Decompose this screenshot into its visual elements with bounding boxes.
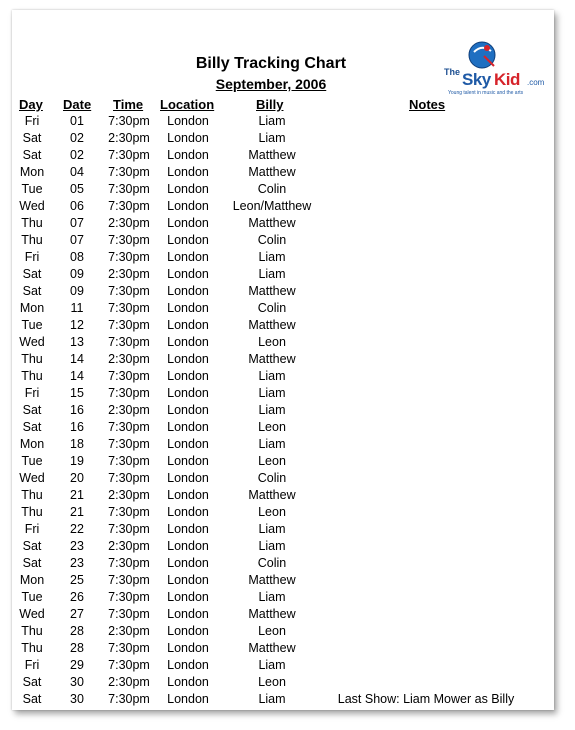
location-cell: London [167,624,209,638]
billy-cell: Colin [257,233,287,247]
date-cell: 26 [70,590,84,604]
day-cell: Mon [19,165,45,179]
day-cell: Wed [19,199,45,213]
day-cell: Fri [24,522,40,536]
date-cell: 13 [70,335,84,349]
date-cell: 28 [70,641,84,655]
day-cell: Wed [19,471,45,485]
date-cell: 07 [70,216,84,230]
date-cell: 07 [70,233,84,247]
page-subtitle: September, 2006 [215,76,327,92]
date-cell: 22 [70,522,84,536]
time-cell: 7:30pm [108,114,150,128]
billy-cell: Colin [257,182,287,196]
day-cell: Sat [22,131,42,145]
location-cell: London [167,250,209,264]
table-row [12,419,554,436]
billy-cell: Leon [258,624,286,638]
day-cell: Sat [22,539,42,553]
billy-cell: Colin [257,301,287,315]
location-cell: London [167,437,209,451]
billy-cell: Liam [258,250,286,264]
billy-cell: Matthew [248,641,296,655]
date-cell: 04 [70,165,84,179]
time-cell: 7:30pm [108,386,150,400]
time-cell: 2:30pm [108,352,150,366]
day-cell: Wed [19,335,45,349]
location-cell: London [167,658,209,672]
location-cell: London [167,148,209,162]
date-cell: 21 [70,488,84,502]
table-row [12,334,554,351]
date-cell: 14 [70,352,84,366]
location-cell: London [167,403,209,417]
logo-text-the: The [444,67,461,77]
date-cell: 09 [70,267,84,281]
time-cell: 2:30pm [108,131,150,145]
day-cell: Fri [24,386,40,400]
logo-mark-icon [464,40,504,72]
day-cell: Fri [24,114,40,128]
billy-cell: Liam [258,522,286,536]
location-cell: London [167,199,209,213]
billy-cell: Matthew [248,573,296,587]
day-cell: Mon [19,573,45,587]
day-cell: Tue [21,590,43,604]
date-cell: 23 [70,556,84,570]
logo-text-com: .com [527,78,545,87]
table-row [12,572,554,589]
billy-cell: Matthew [248,216,296,230]
logo-text-sky: Sky [462,70,491,89]
table-row [12,674,554,691]
day-cell: Sat [22,556,42,570]
time-cell: 7:30pm [108,658,150,672]
location-cell: London [167,675,209,689]
day-cell: Thu [21,488,43,502]
location-cell: London [167,352,209,366]
date-cell: 23 [70,539,84,553]
location-cell: London [167,641,209,655]
table-row [12,198,554,215]
column-header-date: Date [63,97,92,112]
day-cell: Mon [19,301,45,315]
time-cell: 7:30pm [108,556,150,570]
billy-cell: Matthew [248,148,296,162]
location-cell: London [167,607,209,621]
column-header-notes: Notes [409,97,446,112]
billy-cell: Matthew [248,488,296,502]
time-cell: 2:30pm [108,216,150,230]
day-cell: Sat [22,284,42,298]
billy-cell: Liam [258,403,286,417]
page-title: Billy Tracking Chart [195,55,347,72]
location-cell: London [167,556,209,570]
billy-cell: Liam [258,658,286,672]
billy-cell: Leon [258,454,286,468]
day-cell: Sat [22,675,42,689]
day-cell: Thu [21,505,43,519]
location-cell: London [167,386,209,400]
billy-cell: Matthew [248,284,296,298]
table-row [12,589,554,606]
table-row [12,470,554,487]
column-header-day: Day [19,97,43,112]
location-cell: London [167,216,209,230]
time-cell: 2:30pm [108,675,150,689]
time-cell: 7:30pm [108,590,150,604]
table-row [12,215,554,232]
table-row [12,164,554,181]
table-row [12,283,554,300]
date-cell: 30 [70,692,84,706]
location-cell: London [167,420,209,434]
table-row [12,555,554,572]
date-cell: 18 [70,437,84,451]
table-row [12,147,554,164]
time-cell: 7:30pm [108,420,150,434]
date-cell: 15 [70,386,84,400]
billy-cell: Liam [258,539,286,553]
time-cell: 7:30pm [108,641,150,655]
time-cell: 7:30pm [108,199,150,213]
date-cell: 08 [70,250,84,264]
day-cell: Mon [19,437,45,451]
date-cell: 02 [70,148,84,162]
day-cell: Thu [21,624,43,638]
day-cell: Thu [21,216,43,230]
location-cell: London [167,488,209,502]
time-cell: 2:30pm [108,488,150,502]
date-cell: 28 [70,624,84,638]
time-cell: 7:30pm [108,182,150,196]
day-cell: Sat [22,692,42,706]
billy-cell: Matthew [248,165,296,179]
location-cell: London [167,114,209,128]
day-cell: Thu [21,369,43,383]
date-cell: 27 [70,607,84,621]
day-cell: Sat [22,420,42,434]
table-row [12,130,554,147]
day-cell: Wed [19,607,45,621]
date-cell: 29 [70,658,84,672]
date-cell: 20 [70,471,84,485]
time-cell: 7:30pm [108,454,150,468]
time-cell: 7:30pm [108,573,150,587]
time-cell: 7:30pm [108,301,150,315]
location-cell: London [167,369,209,383]
table-row [12,385,554,402]
billy-cell: Liam [258,590,286,604]
day-cell: Fri [24,658,40,672]
location-cell: London [167,573,209,587]
location-cell: London [167,301,209,315]
billy-cell: Liam [258,369,286,383]
time-cell: 7:30pm [108,233,150,247]
location-cell: London [167,692,209,706]
day-cell: Fri [24,250,40,264]
billy-cell: Colin [257,471,287,485]
billy-cell: Liam [258,386,286,400]
schedule-table [12,113,554,708]
day-cell: Tue [21,454,43,468]
table-row [12,402,554,419]
location-cell: London [167,131,209,145]
time-cell: 7:30pm [108,318,150,332]
location-cell: London [167,165,209,179]
date-cell: 14 [70,369,84,383]
date-cell: 30 [70,675,84,689]
table-row [12,504,554,521]
table-row [12,317,554,334]
location-cell: London [167,267,209,281]
day-cell: Sat [22,267,42,281]
time-cell: 7:30pm [108,148,150,162]
billy-cell: Colin [257,556,287,570]
table-row [12,368,554,385]
date-cell: 05 [70,182,84,196]
billy-cell: Matthew [248,607,296,621]
day-cell: Thu [21,641,43,655]
table-row [12,606,554,623]
document-page [12,10,554,710]
time-cell: 2:30pm [108,624,150,638]
table-row [12,538,554,555]
date-cell: 25 [70,573,84,587]
date-cell: 12 [70,318,84,332]
table-row [12,181,554,198]
date-cell: 16 [70,420,84,434]
date-cell: 06 [70,199,84,213]
location-cell: London [167,471,209,485]
day-cell: Tue [21,182,43,196]
logo-tagline: Young talent in music and the arts [448,90,524,96]
billy-cell: Liam [258,692,286,706]
billy-cell: Leon/Matthew [232,199,312,213]
billy-cell: Leon [258,420,286,434]
time-cell: 7:30pm [108,437,150,451]
billy-cell: Liam [258,267,286,281]
date-cell: 01 [70,114,84,128]
billy-cell: Liam [258,114,286,128]
column-header-location: Location [160,97,215,112]
time-cell: 7:30pm [108,250,150,264]
location-cell: London [167,284,209,298]
location-cell: London [167,539,209,553]
time-cell: 7:30pm [108,692,150,706]
time-cell: 2:30pm [108,267,150,281]
location-cell: London [167,505,209,519]
notes-cell: Last Show: Liam Mower as Billy [337,692,515,706]
table-row [12,691,554,708]
date-cell: 21 [70,505,84,519]
table-row [12,640,554,657]
date-cell: 02 [70,131,84,145]
table-row [12,623,554,640]
table-row [12,351,554,368]
time-cell: 7:30pm [108,165,150,179]
table-row [12,249,554,266]
location-cell: London [167,233,209,247]
location-cell: London [167,182,209,196]
logo-text-kid: Kid [494,70,520,89]
location-cell: London [167,335,209,349]
column-header-time: Time [113,97,144,112]
day-cell: Sat [22,148,42,162]
date-cell: 09 [70,284,84,298]
table-row [12,113,554,130]
day-cell: Sat [22,403,42,417]
time-cell: 7:30pm [108,607,150,621]
billy-cell: Liam [258,131,286,145]
day-cell: Thu [21,352,43,366]
date-cell: 16 [70,403,84,417]
table-row [12,487,554,504]
day-cell: Tue [21,318,43,332]
location-cell: London [167,454,209,468]
table-row [12,453,554,470]
location-cell: London [167,522,209,536]
location-cell: London [167,590,209,604]
time-cell: 2:30pm [108,539,150,553]
time-cell: 7:30pm [108,284,150,298]
location-cell: London [167,318,209,332]
time-cell: 2:30pm [108,403,150,417]
table-row [12,657,554,674]
time-cell: 7:30pm [108,522,150,536]
billy-cell: Leon [258,505,286,519]
time-cell: 7:30pm [108,505,150,519]
table-row [12,436,554,453]
date-cell: 11 [70,301,84,315]
table-row [12,232,554,249]
table-row [12,521,554,538]
date-cell: 19 [70,454,84,468]
table-row [12,266,554,283]
billy-cell: Leon [258,675,286,689]
time-cell: 7:30pm [108,471,150,485]
billy-cell: Matthew [248,318,296,332]
column-header-billy: Billy [256,97,284,112]
table-row [12,300,554,317]
day-cell: Thu [21,233,43,247]
time-cell: 7:30pm [108,335,150,349]
billy-cell: Liam [258,437,286,451]
billy-cell: Matthew [248,352,296,366]
time-cell: 7:30pm [108,369,150,383]
table-header [12,97,554,113]
billy-cell: Leon [258,335,286,349]
